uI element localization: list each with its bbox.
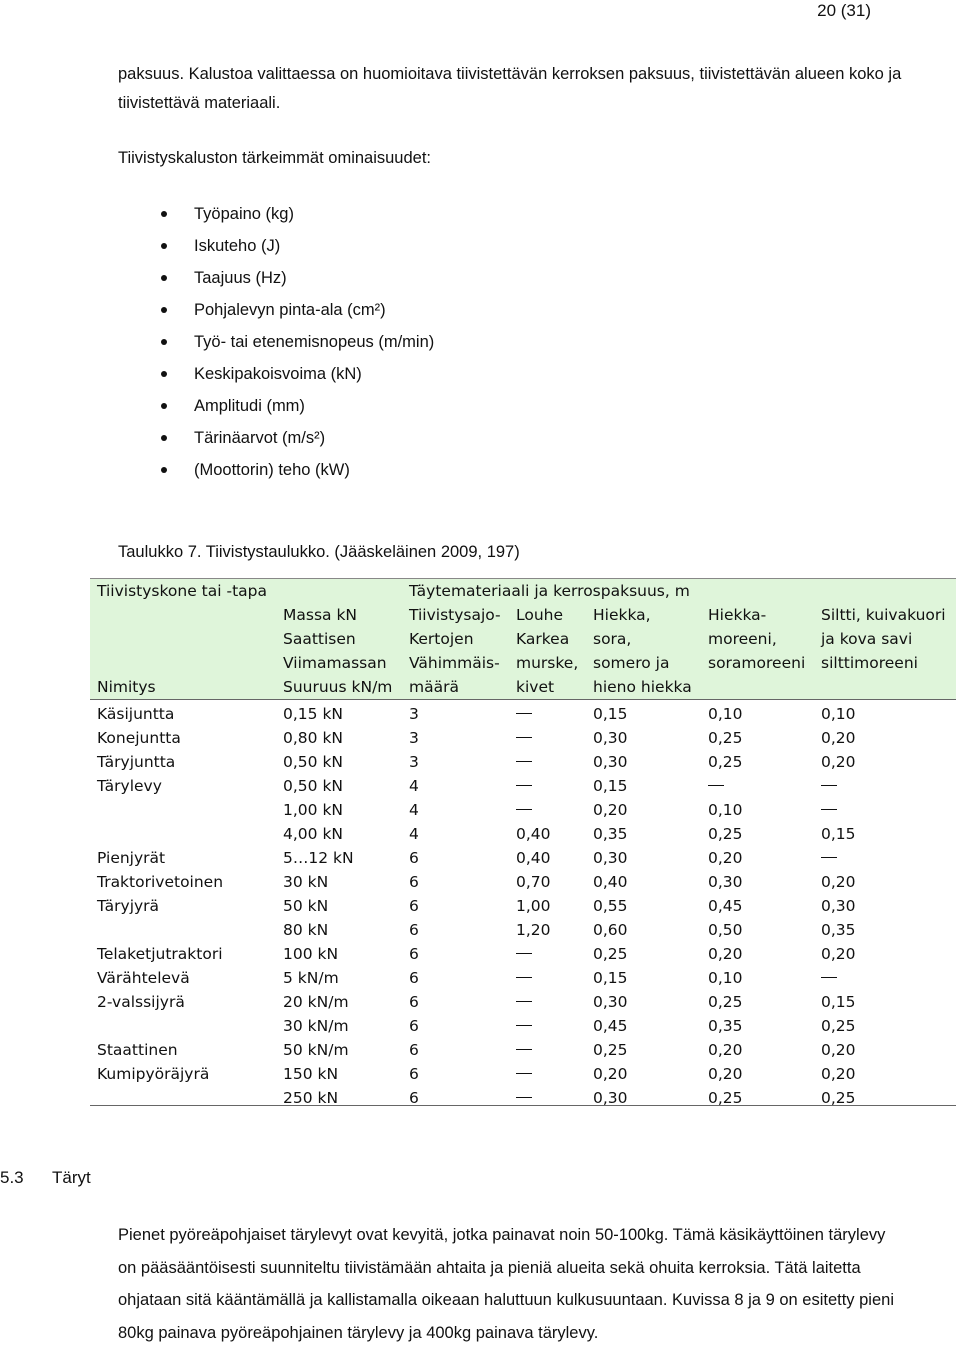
cell-moraine: 0,45	[708, 897, 743, 915]
cell-mass: 150 kN	[283, 1065, 339, 1083]
cell-passes: 3	[409, 705, 419, 723]
cell-sand: 0,40	[593, 873, 628, 891]
table-row	[90, 870, 956, 894]
cell-sand: 0,30	[593, 729, 628, 747]
cell-mass: 4,00 kN	[283, 825, 344, 843]
cell-moraine: 0,20	[708, 849, 743, 867]
cell-passes: 4	[409, 825, 419, 843]
header-silt-1: Siltti, kuivakuori	[821, 606, 946, 624]
cell-rock	[516, 702, 532, 726]
cell-sand: 0,30	[593, 993, 628, 1011]
cell-sand: 0,30	[593, 753, 628, 771]
cell-passes: 4	[409, 801, 419, 819]
cell-rock	[516, 1062, 532, 1086]
cell-mass: 0,50 kN	[283, 777, 344, 795]
list-item: Pohjalevyn pinta-ala (cm²)	[158, 294, 434, 326]
cell-name: Tärylevy	[97, 777, 162, 795]
cell-name: Värähtelevä	[97, 969, 190, 987]
cell-silt	[821, 774, 837, 798]
cell-silt: 0,15	[821, 825, 856, 843]
table-body	[90, 700, 956, 1106]
cell-passes: 6	[409, 993, 419, 1011]
cell-rock	[516, 726, 532, 750]
page-number: 20 (31)	[817, 1, 871, 20]
list-item: Tärinäarvot (m/s²)	[158, 422, 434, 454]
cell-name: Täryjuntta	[97, 753, 176, 771]
cell-passes: 4	[409, 777, 419, 795]
cell-mass: 0,15 kN	[283, 705, 344, 723]
table-row	[90, 1014, 956, 1038]
table-row	[90, 1062, 956, 1086]
cell-mass: 50 kN	[283, 897, 329, 915]
header-passes-3: Vähimmäis-	[409, 654, 500, 672]
table-row	[90, 894, 956, 918]
header-fill-material-span: Täytemateriaali ja kerrospaksuus, m	[409, 582, 690, 600]
cell-sand: 0,55	[593, 897, 628, 915]
cell-passes: 6	[409, 945, 419, 963]
cell-name: Telaketjutraktori	[97, 945, 223, 963]
header-sand-2: sora,	[593, 630, 632, 648]
cell-passes: 3	[409, 753, 419, 771]
list-item: Keskipakoisvoima (kN)	[158, 358, 434, 390]
cell-moraine: 0,25	[708, 993, 743, 1011]
cell-silt: 0,20	[821, 1041, 856, 1059]
cell-silt: 0,15	[821, 993, 856, 1011]
cell-name: Kumipyöräjyrä	[97, 1065, 210, 1083]
cell-mass: 5…12 kN	[283, 849, 354, 867]
cell-passes: 6	[409, 969, 419, 987]
cell-moraine: 0,30	[708, 873, 743, 891]
cell-moraine: 0,20	[708, 1065, 743, 1083]
cell-rock: 0,40	[516, 849, 551, 867]
cell-silt	[821, 966, 837, 990]
section-number: 5.3	[0, 1168, 24, 1187]
cell-rock: 0,70	[516, 873, 551, 891]
section-title: Täryt	[52, 1168, 91, 1187]
header-moraine-1: Hiekka-	[708, 606, 767, 624]
header-passes-4: määrä	[409, 678, 459, 696]
header-passes-2: Kertojen	[409, 630, 474, 648]
cell-silt: 0,25	[821, 1089, 856, 1107]
table-row	[90, 990, 956, 1014]
cell-silt	[821, 846, 837, 870]
cell-sand: 0,35	[593, 825, 628, 843]
cell-moraine: 0,25	[708, 753, 743, 771]
cell-rock: 0,40	[516, 825, 551, 843]
cell-passes: 6	[409, 1041, 419, 1059]
cell-sand: 0,15	[593, 705, 628, 723]
cell-rock: 1,20	[516, 921, 551, 939]
table-row	[90, 726, 956, 750]
cell-moraine: 0,50	[708, 921, 743, 939]
list-item: Taajuus (Hz)	[158, 262, 434, 294]
header-moraine-3: soramoreeni	[708, 654, 806, 672]
cell-silt: 0,30	[821, 897, 856, 915]
cell-moraine: 0,10	[708, 969, 743, 987]
cell-moraine: 0,10	[708, 801, 743, 819]
cell-name: Traktorivetoinen	[97, 873, 224, 891]
header-silt-3: silttimoreeni	[821, 654, 918, 672]
cell-moraine: 0,25	[708, 1089, 743, 1107]
list-item: Iskuteho (J)	[158, 230, 434, 262]
header-sand-4: hieno hiekka	[593, 678, 692, 696]
cell-moraine: 0,20	[708, 1041, 743, 1059]
property-list	[158, 198, 434, 486]
table-row	[90, 1086, 956, 1110]
cell-mass: 30 kN	[283, 873, 329, 891]
cell-sand: 0,20	[593, 1065, 628, 1083]
cell-mass: 30 kN/m	[283, 1017, 349, 1035]
cell-silt: 0,10	[821, 705, 856, 723]
cell-passes: 6	[409, 897, 419, 915]
cell-passes: 3	[409, 729, 419, 747]
cell-mass: 100 kN	[283, 945, 339, 963]
cell-rock	[516, 1038, 532, 1062]
cell-silt: 0,20	[821, 753, 856, 771]
table-header	[90, 578, 956, 700]
header-rock-4: kivet	[516, 678, 555, 696]
list-item: Työ- tai etenemisnopeus (m/min)	[158, 326, 434, 358]
cell-passes: 6	[409, 1065, 419, 1083]
table-row	[90, 966, 956, 990]
cell-sand: 0,15	[593, 969, 628, 987]
header-mass-3: Viimamassan	[283, 654, 387, 672]
compaction-table	[90, 578, 956, 1106]
cell-name: Käsijuntta	[97, 705, 175, 723]
table-row	[90, 1038, 956, 1062]
cell-rock	[516, 990, 532, 1014]
list-item: Amplitudi (mm)	[158, 390, 434, 422]
cell-rock	[516, 1086, 532, 1110]
list-item: (Moottorin) teho (kW)	[158, 454, 434, 486]
header-rock-3: murske,	[516, 654, 579, 672]
list-item: Työpaino (kg)	[158, 198, 434, 230]
cell-silt: 0,20	[821, 945, 856, 963]
cell-passes: 6	[409, 849, 419, 867]
paragraph-intro: paksuus. Kalustoa valittaessa on huomioitava tiivistettävän kerroksen paksuus, tiivistettävän alueen koko ja tiivistettävä materiaali.	[118, 65, 902, 112]
cell-moraine: 0,25	[708, 729, 743, 747]
cell-rock: 1,00	[516, 897, 551, 915]
table-row	[90, 702, 956, 726]
header-moraine-2: moreeni,	[708, 630, 777, 648]
header-sand-3: somero ja	[593, 654, 670, 672]
cell-moraine: 0,10	[708, 705, 743, 723]
cell-sand: 0,60	[593, 921, 628, 939]
table-row	[90, 846, 956, 870]
header-rock-1: Louhe	[516, 606, 564, 624]
cell-name: Konejuntta	[97, 729, 181, 747]
cell-mass: 50 kN/m	[283, 1041, 349, 1059]
cell-passes: 6	[409, 921, 419, 939]
cell-sand: 0,15	[593, 777, 628, 795]
cell-name: Täryjyrä	[97, 897, 160, 915]
header-name: Nimitys	[97, 678, 156, 696]
cell-passes: 6	[409, 1089, 419, 1107]
cell-mass: 80 kN	[283, 921, 329, 939]
cell-name: Staattinen	[97, 1041, 178, 1059]
cell-silt: 0,35	[821, 921, 856, 939]
cell-silt	[821, 798, 837, 822]
cell-name: 2-valssijyrä	[97, 993, 185, 1011]
paragraph-properties-heading: Tiivistyskaluston tärkeimmät ominaisuudet:	[118, 149, 432, 167]
cell-passes: 6	[409, 873, 419, 891]
cell-moraine: 0,25	[708, 825, 743, 843]
cell-mass: 0,50 kN	[283, 753, 344, 771]
cell-silt: 0,20	[821, 873, 856, 891]
cell-silt: 0,25	[821, 1017, 856, 1035]
cell-moraine: 0,35	[708, 1017, 743, 1035]
cell-mass: 5 kN/m	[283, 969, 339, 987]
cell-sand: 0,20	[593, 801, 628, 819]
table-row	[90, 822, 956, 846]
paragraph-vibrators: Pienet pyöreäpohjaiset tärylevyt ovat kevyitä, jotka painavat noin 50-100kg. Tämä käsikäyttöinen tärylevy on pääsääntöisesti suunniteltu tiivistämään ahtaita ja pieniä alueita sekä ohuita kerroksia. Tätä laitetta ohjataan sitä kääntämällä ja kallistamalla oikeaan haluttuun kulkusuuntaan. Kuvissa 8 ja 9 on esitetty pieni 80kg painava pyöreäpohjainen tärylevy ja 400kg painava tärylevy.	[118, 1226, 894, 1342]
cell-mass: 0,80 kN	[283, 729, 344, 747]
cell-rock	[516, 798, 532, 822]
table-row	[90, 942, 956, 966]
cell-sand: 0,30	[593, 1089, 628, 1107]
cell-sand: 0,25	[593, 945, 628, 963]
header-machine-type: Tiivistyskone tai -tapa	[97, 582, 267, 600]
header-mass-1: Massa kN	[283, 606, 358, 624]
table-row	[90, 750, 956, 774]
header-sand-1: Hiekka,	[593, 606, 651, 624]
cell-mass: 250 kN	[283, 1089, 339, 1107]
cell-sand: 0,25	[593, 1041, 628, 1059]
cell-sand: 0,45	[593, 1017, 628, 1035]
cell-rock	[516, 966, 532, 990]
cell-mass: 1,00 kN	[283, 801, 344, 819]
header-mass-2: Saattisen	[283, 630, 356, 648]
cell-rock	[516, 774, 532, 798]
cell-mass: 20 kN/m	[283, 993, 349, 1011]
cell-silt: 0,20	[821, 1065, 856, 1083]
table-caption: Taulukko 7. Tiivistystaulukko. (Jääskeläinen 2009, 197)	[118, 543, 520, 561]
header-silt-2: ja kova savi	[821, 630, 913, 648]
header-mass-4: Suuruus kN/m	[283, 678, 393, 696]
table-row	[90, 798, 956, 822]
cell-passes: 6	[409, 1017, 419, 1035]
cell-moraine: 0,20	[708, 945, 743, 963]
cell-moraine	[708, 774, 724, 798]
cell-rock	[516, 942, 532, 966]
cell-silt: 0,20	[821, 729, 856, 747]
cell-rock	[516, 1014, 532, 1038]
cell-sand: 0,30	[593, 849, 628, 867]
table-row	[90, 774, 956, 798]
header-rock-2: Karkea	[516, 630, 570, 648]
cell-rock	[516, 750, 532, 774]
header-passes-1: Tiivistysajo-	[409, 606, 501, 624]
table-row	[90, 918, 956, 942]
cell-name: Pienjyrät	[97, 849, 166, 867]
